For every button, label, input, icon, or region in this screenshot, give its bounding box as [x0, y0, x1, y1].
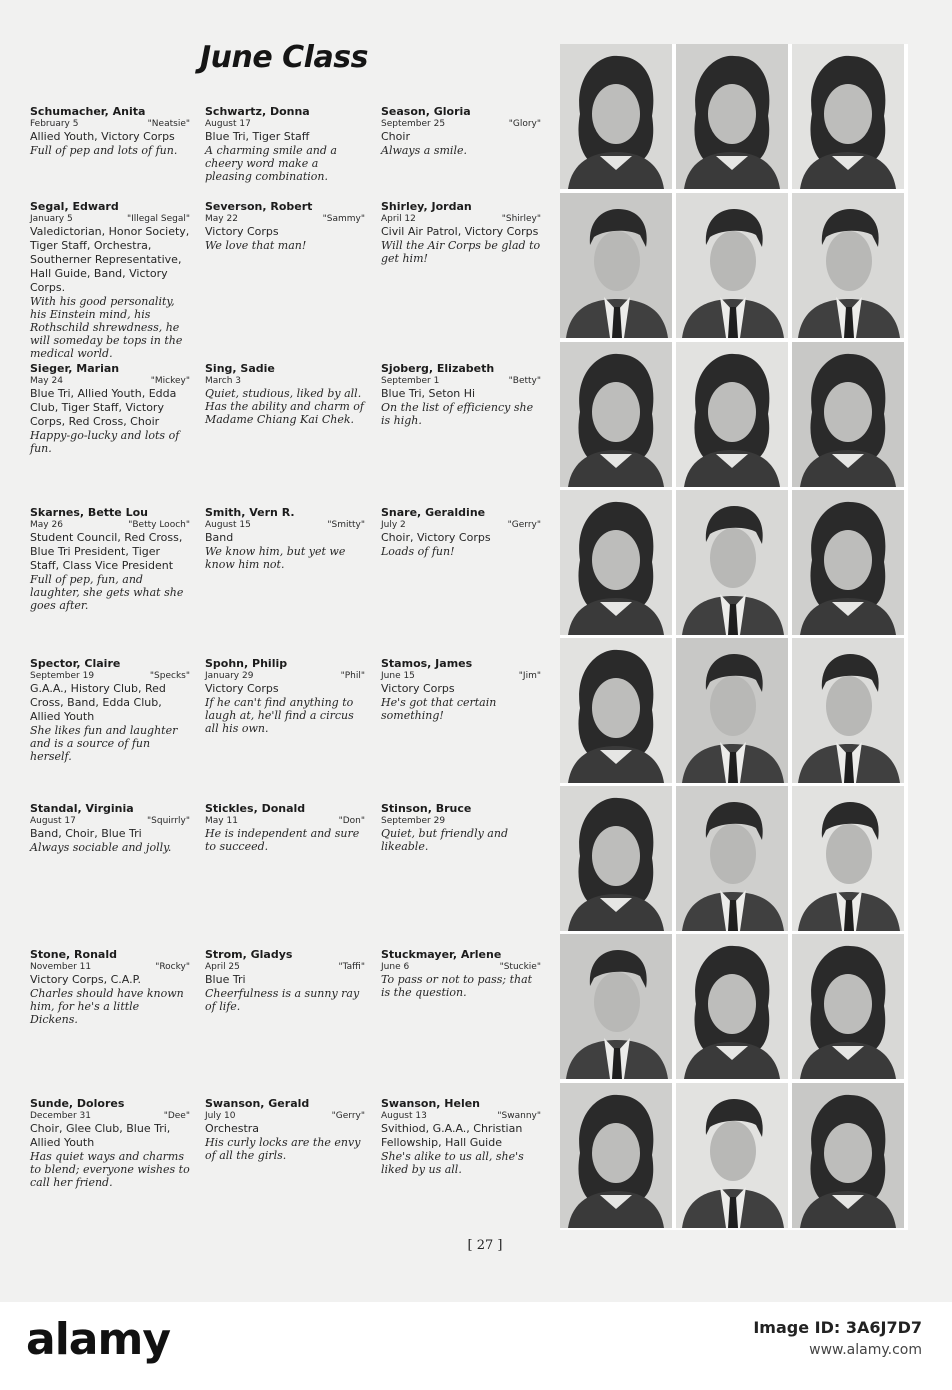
- student-entry: [381, 105, 541, 157]
- student-entry: [30, 657, 190, 763]
- nickname: "Gerry": [331, 1111, 365, 1121]
- student-photo: [560, 934, 672, 1079]
- activities: Choir, Victory Corps: [381, 531, 491, 544]
- student-meta: [205, 375, 365, 387]
- student-meta: [205, 1110, 365, 1122]
- activities: Civil Air Patrol, Victory Corps: [381, 225, 539, 238]
- student-photo: [560, 786, 672, 931]
- nickname: "Shirley": [501, 214, 541, 224]
- birth-date: February 5: [30, 119, 79, 129]
- quote: Happy-go-lucky and lots of fun.: [30, 429, 180, 455]
- student-meta: [381, 670, 541, 682]
- activities: Blue Tri, Tiger Staff: [205, 130, 310, 143]
- student-name: Spohn, Philip: [205, 657, 288, 670]
- student-photo: [792, 638, 904, 783]
- student-photo: [676, 786, 788, 931]
- student-name: Severson, Robert: [205, 200, 313, 213]
- page-title: June Class: [200, 40, 368, 75]
- student-name: Smith, Vern R.: [205, 506, 295, 519]
- birth-date: December 31: [30, 1111, 91, 1121]
- student-meta: [381, 519, 541, 531]
- student-name: Sing, Sadie: [205, 362, 275, 375]
- student-name: Spector, Claire: [30, 657, 121, 670]
- student-entry: [205, 506, 365, 571]
- student-entry: [30, 105, 190, 157]
- quote: Always sociable and jolly.: [30, 841, 172, 854]
- nickname: "Gerry": [507, 520, 541, 530]
- student-entry: [30, 362, 190, 455]
- nickname: "Phil": [340, 671, 365, 681]
- student-photo: [792, 490, 904, 635]
- activities: Blue Tri, Allied Youth, Edda Club, Tiger Staff, Victory Corps, Red Cross, Choir: [30, 387, 177, 428]
- student-name: Stuckmayer, Arlene: [381, 948, 502, 961]
- quote: Will the Air Corps be glad to get him!: [381, 239, 541, 265]
- birth-date: May 26: [30, 520, 63, 530]
- quote: If he can't find anything to laugh at, he'll find a circus all his own.: [205, 696, 354, 735]
- student-photo: [560, 638, 672, 783]
- student-name: Snare, Geraldine: [381, 506, 486, 519]
- birth-date: September 29: [381, 816, 446, 826]
- student-meta: [205, 670, 365, 682]
- nickname: "Betty Looch": [128, 520, 190, 530]
- student-meta: [30, 213, 190, 225]
- student-meta: [205, 961, 365, 973]
- watermark-footer: [0, 1302, 952, 1390]
- student-entry: [205, 802, 365, 853]
- nickname: "Neatsie": [147, 119, 190, 129]
- birth-date: April 12: [381, 214, 416, 224]
- activities: Choir: [381, 130, 410, 143]
- student-name: Skarnes, Bette Lou: [30, 506, 148, 519]
- student-photo: [792, 342, 904, 487]
- student-name: Swanson, Gerald: [205, 1097, 310, 1110]
- activities: Svithiod, G.A.A., Christian Fellowship, Hall Guide: [381, 1122, 523, 1149]
- student-meta: [381, 375, 541, 387]
- student-entry: [30, 948, 190, 1026]
- student-meta: [381, 1110, 541, 1122]
- student-entry: [381, 802, 541, 853]
- watermark-url: www.alamy.com: [809, 1342, 922, 1358]
- birth-date: June 15: [381, 671, 415, 681]
- quote: Quiet, but friendly and likeable.: [381, 827, 508, 853]
- quote: He's got that certain something!: [381, 696, 497, 722]
- activities: Blue Tri: [205, 973, 246, 986]
- student-photo: [792, 44, 904, 189]
- student-name: Shirley, Jordan: [381, 200, 472, 213]
- student-meta: [381, 213, 541, 225]
- student-photo: [676, 638, 788, 783]
- student-name: Season, Gloria: [381, 105, 471, 118]
- student-entry: [381, 506, 541, 558]
- student-entry: [205, 200, 365, 252]
- birth-date: July 2: [381, 520, 406, 530]
- activities: G.A.A., History Club, Red Cross, Band, Edda Club, Allied Youth: [30, 682, 166, 723]
- nickname: "Jim": [518, 671, 541, 681]
- activities: Blue Tri, Seton Hi: [381, 387, 476, 400]
- activities: Victory Corps, C.A.P.: [30, 973, 142, 986]
- activities: Valedictorian, Honor Society, Tiger Staff, Orchestra, Southerner Representative, Hall Guide, Band, Victory Corps.: [30, 225, 190, 294]
- student-name: Stamos, James: [381, 657, 473, 670]
- birth-date: July 10: [205, 1111, 236, 1121]
- birth-date: August 17: [205, 119, 251, 129]
- student-photo: [792, 786, 904, 931]
- quote: Full of pep, fun, and laughter, she gets what she goes after.: [30, 573, 184, 612]
- photo-grid: [560, 44, 908, 1230]
- nickname: "Don": [338, 816, 365, 826]
- image-id: Image ID: 3A6J7D7: [753, 1318, 922, 1337]
- student-entry: [381, 1097, 541, 1176]
- student-photo: [792, 193, 904, 338]
- student-meta: [30, 670, 190, 682]
- student-meta: [30, 519, 190, 531]
- student-meta: [205, 519, 365, 531]
- quote: Loads of fun!: [381, 545, 455, 558]
- student-meta: [381, 815, 541, 827]
- birth-date: September 25: [381, 119, 446, 129]
- student-photo: [676, 342, 788, 487]
- birth-date: November 11: [30, 962, 92, 972]
- quote: On the list of efficiency she is high.: [381, 401, 534, 427]
- student-meta: [205, 213, 365, 225]
- quote: Full of pep and lots of fun.: [30, 144, 178, 157]
- student-meta: [205, 815, 365, 827]
- student-photo: [676, 934, 788, 1079]
- student-entry: [30, 802, 190, 854]
- student-photo: [560, 342, 672, 487]
- student-name: Strom, Gladys: [205, 948, 293, 961]
- student-photo: [560, 1083, 672, 1228]
- student-entry: [205, 105, 365, 183]
- student-name: Sunde, Dolores: [30, 1097, 125, 1110]
- activities: Band, Choir, Blue Tri: [30, 827, 142, 840]
- nickname: "Mickey": [150, 376, 190, 386]
- student-entry: [30, 200, 190, 360]
- quote: She likes fun and laughter and is a source of fun herself.: [30, 724, 178, 763]
- activities: Victory Corps: [381, 682, 455, 695]
- student-name: Stone, Ronald: [30, 948, 117, 961]
- quote: Always a smile.: [381, 144, 467, 157]
- nickname: "Rocky": [155, 962, 190, 972]
- birth-date: January 29: [205, 671, 254, 681]
- nickname: "Squirrly": [147, 816, 190, 826]
- birth-date: April 25: [205, 962, 240, 972]
- nickname: "Taffi": [338, 962, 365, 972]
- student-photo: [676, 193, 788, 338]
- student-photo: [792, 934, 904, 1079]
- page-number: [ 27 ]: [467, 1238, 503, 1253]
- alamy-logo: alamy: [26, 1314, 170, 1365]
- birth-date: May 24: [30, 376, 63, 386]
- student-meta: [381, 961, 541, 973]
- student-photo: [676, 490, 788, 635]
- quote: A charming smile and a cheery word make a pleasing combination.: [205, 144, 337, 183]
- quote: Quiet, studious, liked by all. Has the ability and charm of Madame Chiang Kai Chek.: [205, 387, 364, 426]
- birth-date: May 22: [205, 214, 238, 224]
- student-entry: [381, 948, 541, 999]
- nickname: "Sammy": [322, 214, 365, 224]
- nickname: "Specks": [149, 671, 190, 681]
- birth-date: September 1: [381, 376, 440, 386]
- student-entry: [30, 506, 190, 612]
- student-meta: [30, 375, 190, 387]
- student-photo: [560, 193, 672, 338]
- nickname: "Dee": [163, 1111, 190, 1121]
- nickname: "Swanny": [497, 1111, 541, 1121]
- student-meta: [381, 118, 541, 130]
- nickname: "Smitty": [327, 520, 365, 530]
- student-entry: [381, 200, 541, 265]
- birth-date: August 15: [205, 520, 251, 530]
- student-meta: [30, 815, 190, 827]
- quote: With his good personality, his Einstein mind, his Rothschild shrewdness, he will someday be tops in the medical world.: [30, 295, 183, 360]
- activities: Student Council, Red Cross, Blue Tri President, Tiger Staff, Class Vice President: [30, 531, 183, 572]
- quote: Charles should have known him, for he's a little Dickens.: [30, 987, 184, 1026]
- student-name: Segal, Edward: [30, 200, 119, 213]
- student-entry: [381, 362, 541, 427]
- student-photo: [792, 1083, 904, 1228]
- quote: Has quiet ways and charms to blend; everyone wishes to call her friend.: [30, 1150, 190, 1189]
- student-meta: [30, 118, 190, 130]
- birth-date: August 13: [381, 1111, 427, 1121]
- student-name: Stinson, Bruce: [381, 802, 472, 815]
- activities: Allied Youth, Victory Corps: [30, 130, 175, 143]
- student-photo: [676, 44, 788, 189]
- student-name: Stickles, Donald: [205, 802, 306, 815]
- student-name: Schumacher, Anita: [30, 105, 146, 118]
- student-photo: [676, 1083, 788, 1228]
- birth-date: June 6: [381, 962, 410, 972]
- quote: He is independent and sure to succeed.: [205, 827, 360, 853]
- birth-date: May 11: [205, 816, 238, 826]
- quote: We love that man!: [205, 239, 307, 252]
- student-meta: [30, 1110, 190, 1122]
- activities: Victory Corps: [205, 225, 279, 238]
- student-photo: [560, 44, 672, 189]
- student-entry: [205, 362, 365, 426]
- nickname: "Illegal Segal": [126, 214, 190, 224]
- student-entry: [381, 657, 541, 722]
- student-entry: [205, 948, 365, 1013]
- student-name: Sjoberg, Elizabeth: [381, 362, 495, 375]
- student-entry: [205, 657, 365, 735]
- activities: Orchestra: [205, 1122, 260, 1135]
- birth-date: March 3: [205, 376, 242, 386]
- student-meta: [205, 118, 365, 130]
- student-name: Standal, Virginia: [30, 802, 134, 815]
- nickname: "Betty": [508, 376, 541, 386]
- activities: Victory Corps: [205, 682, 279, 695]
- nickname: "Stuckie": [499, 962, 541, 972]
- student-entry: [205, 1097, 365, 1162]
- student-name: Schwartz, Donna: [205, 105, 310, 118]
- birth-date: August 17: [30, 816, 76, 826]
- nickname: "Glory": [508, 119, 541, 129]
- student-name: Swanson, Helen: [381, 1097, 481, 1110]
- quote: We know him, but yet we know him not.: [205, 545, 346, 571]
- activities: Band: [205, 531, 234, 544]
- student-meta: [30, 961, 190, 973]
- activities: Choir, Glee Club, Blue Tri, Allied Youth: [30, 1122, 171, 1149]
- quote: To pass or not to pass; that is the question.: [381, 973, 533, 999]
- quote: His curly locks are the envy of all the girls.: [205, 1136, 361, 1162]
- birth-date: January 5: [30, 214, 73, 224]
- birth-date: September 19: [30, 671, 95, 681]
- student-photo: [560, 490, 672, 635]
- student-name: Sieger, Marian: [30, 362, 120, 375]
- quote: Cheerfulness is a sunny ray of life.: [205, 987, 360, 1013]
- student-entry: [30, 1097, 190, 1189]
- quote: She's alike to us all, she's liked by us all.: [381, 1150, 524, 1176]
